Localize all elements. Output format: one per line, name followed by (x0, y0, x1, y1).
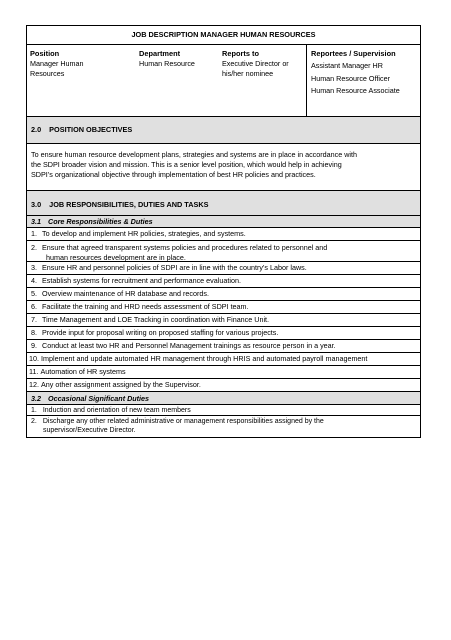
department-value: Human Resource (139, 59, 195, 68)
occasional-duty-item (27, 416, 420, 437)
position-header: Position (30, 49, 60, 58)
section-2-title: POSITION OBJECTIVES (49, 125, 133, 134)
reportees-cell (307, 45, 420, 116)
duty-text: To develop and implement HR policies, strategies, and systems. (42, 229, 246, 238)
reportee-item: Human Resource Associate (311, 86, 400, 95)
duty-item (27, 353, 420, 366)
duty-number: 6. (31, 302, 37, 311)
duty-number: 2. (31, 243, 37, 252)
occasional-duty-text: Induction and orientation of new team members (42, 407, 191, 414)
duty-text: Facilitate the training and HRD needs assessment of SDPI team. (42, 302, 249, 311)
duty-number: 3. (31, 263, 37, 272)
duty-item (27, 275, 420, 288)
occasional-duty-text: Discharge any other related administrative or management responsibilities assigned by the (42, 418, 324, 425)
department-cell (136, 45, 219, 116)
position-value-line1: Manager Human (30, 59, 84, 68)
duty-item (27, 262, 420, 275)
duty-number: 10. (29, 354, 39, 363)
occasional-duty-text-continued: supervisor/Executive Director. (43, 427, 136, 434)
duty-number: 4. (31, 276, 37, 285)
duty-item (27, 288, 420, 301)
duty-item (27, 327, 420, 340)
duty-item (27, 340, 420, 353)
occasional-duties-title: Occasional Significant Duties (48, 394, 150, 403)
section-2-heading (27, 117, 420, 144)
department-header: Department (139, 49, 181, 58)
duty-text: Conduct at least two HR and Personnel Management trainings as resource person in a year. (42, 341, 336, 350)
section-3-number: 3.0 (31, 200, 42, 209)
duty-number: 5. (31, 289, 37, 298)
core-duties-number: 3.1 (31, 217, 41, 226)
document-title-text: JOB DESCRIPTION MANAGER HUMAN RESOURCES (131, 30, 316, 39)
position-objectives-text (27, 144, 420, 191)
duty-item (27, 228, 420, 241)
occasional-duty-number: 2. (31, 418, 37, 425)
objectives-line: To ensure human resource development plans, strategies and systems are in place in accordance with (31, 150, 358, 159)
reports-to-cell (219, 45, 307, 116)
duty-number: 11. (29, 367, 39, 376)
duty-text: Overview maintenance of HR database and records. (42, 289, 209, 298)
duty-text: Ensure that agreed transparent systems policies and procedures related to personnel and (42, 243, 328, 252)
duty-number: 12. (29, 380, 39, 389)
section-3-title: JOB RESPONSIBILITIES, DUTIES AND TASKS (49, 200, 209, 209)
duty-text: Ensure HR and personnel policies of SDPI are in line with the country’s Labor laws. (42, 263, 307, 272)
duty-text: Implement and update automated HR management through HRIS and automated payroll management (41, 354, 368, 363)
core-duties-heading (27, 216, 420, 228)
duty-text: Provide input for proposal writing on proposed staffing for various projects. (42, 328, 279, 337)
duty-number: 7. (31, 315, 37, 324)
document-title (27, 26, 420, 45)
reports-to-header: Reports to (222, 49, 259, 58)
duty-item (27, 379, 420, 392)
duty-number: 8. (31, 328, 37, 337)
section-3-heading (27, 191, 420, 216)
duty-text: Any other assignment assigned by the Supervisor. (41, 380, 201, 389)
duty-text: Automation of HR systems (40, 367, 126, 376)
reports-to-value-line2: his/her nominee (222, 69, 274, 78)
reportee-item: Assistant Manager HR (311, 61, 383, 70)
core-duties-title: Core Responsibilities & Duties (48, 217, 153, 226)
duty-text: Time Management and LOE Tracking in coordination with Finance Unit. (42, 315, 270, 324)
duty-number: 9. (31, 341, 37, 350)
occasional-duties-heading (27, 392, 420, 405)
position-info-row (27, 45, 420, 117)
duty-text: Establish systems for recruitment and performance evaluation. (42, 276, 241, 285)
occasional-duty-number: 1. (31, 407, 37, 414)
reportees-header: Reportees / Supervision (311, 49, 396, 58)
duty-item (27, 314, 420, 327)
reportee-item: Human Resource Officer (311, 73, 390, 83)
duty-item (27, 301, 420, 314)
duty-text-continued: human resources development are in place. (46, 252, 186, 262)
job-description-table (26, 25, 421, 438)
duty-number: 1. (31, 229, 37, 238)
objectives-line: the SDPI broader vision and mission. This is a senior level position, which would help in achieving (31, 159, 342, 169)
duty-item (27, 241, 420, 262)
position-value-line2: Resources (30, 69, 65, 78)
occasional-duties-number: 3.2 (31, 394, 41, 403)
section-2-number: 2.0 (31, 125, 42, 134)
reports-to-value-line1: Executive Director or (222, 59, 289, 68)
objectives-line: SDPI’s organizational objective through implementation of best HR policies and practices. (31, 169, 316, 179)
occasional-duty-item (27, 405, 420, 416)
duty-item (27, 366, 420, 379)
position-cell (27, 45, 136, 116)
